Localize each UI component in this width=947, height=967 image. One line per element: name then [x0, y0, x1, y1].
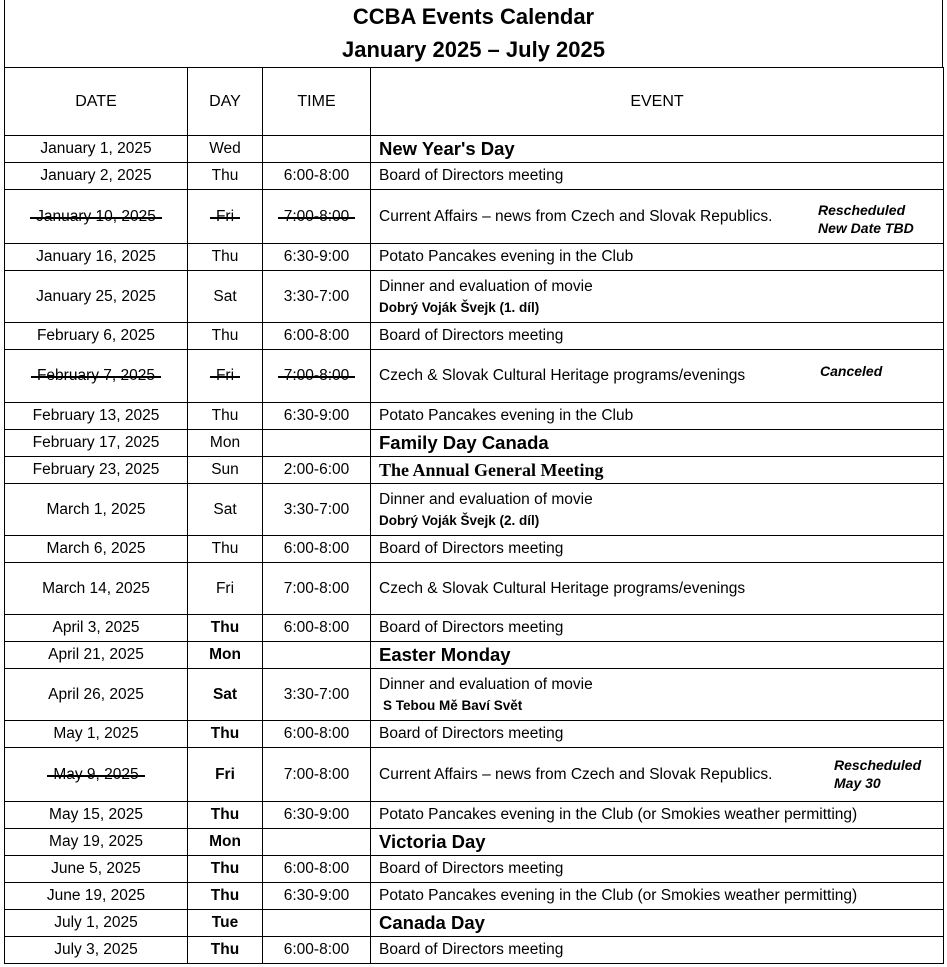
time-cell: [263, 910, 371, 937]
date-cell: January 2, 2025: [5, 163, 188, 190]
time-cell: 6:00-8:00: [263, 856, 371, 883]
canceled-note: Canceled: [820, 363, 883, 379]
table-row: [5, 190, 944, 244]
table-row: [5, 163, 944, 190]
event-cell: Potato Pancakes evening in the Club: [371, 403, 944, 430]
table-row: [5, 829, 944, 856]
date-cell: [5, 190, 188, 244]
date-cell: February 13, 2025: [5, 403, 188, 430]
struck-time: 7:00-8:00: [283, 207, 350, 225]
day-cell: Thu: [188, 615, 263, 642]
date-cell: March 1, 2025: [5, 484, 188, 536]
table-row: [5, 457, 944, 484]
event-cell: Board of Directors meeting: [371, 937, 944, 964]
table-row: [5, 430, 944, 457]
event-cell: Victoria Day: [371, 829, 944, 856]
event-text: Dinner and evaluation of movie: [379, 278, 593, 295]
table-row: [5, 615, 944, 642]
day-cell: Sat: [188, 484, 263, 536]
day-cell: Mon: [188, 642, 263, 669]
table-row: [5, 856, 944, 883]
event-text: Czech & Slovak Cultural Heritage programs/evenings: [379, 367, 746, 384]
table-row: [5, 563, 944, 615]
event-text: Current Affairs – news from Czech and Slovak Republics.: [379, 207, 773, 225]
time-cell: 6:00-8:00: [263, 721, 371, 748]
title-line-1: CCBA Events Calendar: [352, 4, 595, 29]
time-cell: 3:30-7:00: [263, 669, 371, 721]
header-row: [5, 68, 944, 136]
date-cell: July 1, 2025: [5, 910, 188, 937]
time-cell: [263, 136, 371, 163]
event-cell: Potato Pancakes evening in the Club: [371, 244, 944, 271]
time-cell: 6:00-8:00: [263, 615, 371, 642]
time-cell: 6:00-8:00: [263, 536, 371, 563]
table-row: [5, 669, 944, 721]
table-row: [5, 403, 944, 430]
day-cell: Thu: [188, 323, 263, 350]
struck-date: February 7, 2025: [36, 367, 156, 384]
event-text: Dinner and evaluation of movie: [379, 676, 593, 693]
event-cell: Board of Directors meeting: [371, 536, 944, 563]
table-row: [5, 883, 944, 910]
movie-title: Dobrý Voják Švejk (1. díl): [379, 300, 540, 315]
header-time: TIME: [263, 68, 371, 136]
time-cell: [263, 350, 371, 403]
date-cell: March 6, 2025: [5, 536, 188, 563]
day-cell: Thu: [188, 937, 263, 964]
event-cell: Potato Pancakes evening in the Club (or Smokies weather permitting): [371, 802, 944, 829]
date-cell: May 19, 2025: [5, 829, 188, 856]
day-cell: Tue: [188, 910, 263, 937]
header-event: EVENT: [371, 68, 944, 136]
time-cell: 7:00-8:00: [263, 748, 371, 802]
date-cell: February 23, 2025: [5, 457, 188, 484]
events-table: [4, 67, 944, 964]
struck-day: Fri: [215, 367, 235, 384]
event-cell: Board of Directors meeting: [371, 323, 944, 350]
event-cell: Czech & Slovak Cultural Heritage programs/evenings: [371, 563, 944, 615]
time-cell: [263, 430, 371, 457]
time-cell: 6:00-8:00: [263, 323, 371, 350]
date-cell: March 14, 2025: [5, 563, 188, 615]
day-cell: Thu: [188, 856, 263, 883]
event-cell: Board of Directors meeting: [371, 163, 944, 190]
day-cell: Thu: [188, 802, 263, 829]
date-cell: January 1, 2025: [5, 136, 188, 163]
time-cell: 6:30-9:00: [263, 403, 371, 430]
event-cell: [371, 669, 944, 721]
table-row: [5, 642, 944, 669]
table-row: [5, 937, 944, 964]
event-cell: The Annual General Meeting: [371, 457, 944, 484]
event-cell: Board of Directors meeting: [371, 721, 944, 748]
event-cell: [371, 484, 944, 536]
day-cell: Mon: [188, 829, 263, 856]
table-row: [5, 910, 944, 937]
event-cell: Family Day Canada: [371, 430, 944, 457]
event-cell: New Year's Day: [371, 136, 944, 163]
event-cell: [371, 271, 944, 323]
table-row: [5, 536, 944, 563]
title-line-2: January 2025 – July 2025: [342, 37, 605, 62]
day-cell: [188, 190, 263, 244]
event-text: Current Affairs – news from Czech and Slovak Republics.: [379, 765, 773, 783]
day-cell: Sat: [188, 271, 263, 323]
struck-date: January 10, 2025: [36, 207, 156, 225]
date-cell: April 26, 2025: [5, 669, 188, 721]
event-cell: Canada Day: [371, 910, 944, 937]
event-text: Dinner and evaluation of movie: [379, 491, 593, 508]
struck-date: May 9, 2025: [53, 765, 139, 783]
date-cell: June 5, 2025: [5, 856, 188, 883]
day-cell: Sat: [188, 669, 263, 721]
struck-time: 7:00-8:00: [283, 367, 350, 384]
table-row: [5, 136, 944, 163]
date-cell: January 16, 2025: [5, 244, 188, 271]
day-cell: Mon: [188, 430, 263, 457]
date-cell: April 3, 2025: [5, 615, 188, 642]
time-cell: 3:30-7:00: [263, 271, 371, 323]
time-cell: 2:00-6:00: [263, 457, 371, 484]
table-row: [5, 748, 944, 802]
reschedule-note: Rescheduled May 30: [834, 757, 922, 791]
time-cell: 6:30-9:00: [263, 802, 371, 829]
table-row: [5, 350, 944, 403]
day-cell: [188, 350, 263, 403]
reschedule-note: Rescheduled New Date TBD: [818, 202, 914, 236]
date-cell: February 17, 2025: [5, 430, 188, 457]
event-cell: [371, 190, 944, 244]
time-cell: [263, 829, 371, 856]
time-cell: [263, 642, 371, 669]
table-row: [5, 323, 944, 350]
table-row: [5, 721, 944, 748]
day-cell: Thu: [188, 244, 263, 271]
day-cell: Thu: [188, 403, 263, 430]
table-row: [5, 484, 944, 536]
title-block: [4, 0, 943, 67]
time-cell: 3:30-7:00: [263, 484, 371, 536]
event-cell: Board of Directors meeting: [371, 615, 944, 642]
time-cell: 6:30-9:00: [263, 244, 371, 271]
day-cell: Thu: [188, 163, 263, 190]
header-date: DATE: [5, 68, 188, 136]
date-cell: May 15, 2025: [5, 802, 188, 829]
table-row: [5, 802, 944, 829]
day-cell: Thu: [188, 883, 263, 910]
struck-day: Fri: [215, 207, 235, 225]
event-cell: [371, 350, 944, 403]
date-cell: [5, 748, 188, 802]
day-cell: Wed: [188, 136, 263, 163]
day-cell: Sun: [188, 457, 263, 484]
time-cell: [263, 190, 371, 244]
day-cell: Fri: [188, 748, 263, 802]
event-cell: Easter Monday: [371, 642, 944, 669]
time-cell: 7:00-8:00: [263, 563, 371, 615]
day-cell: Thu: [188, 536, 263, 563]
table-row: [5, 271, 944, 323]
time-cell: 6:00-8:00: [263, 163, 371, 190]
table-row: [5, 244, 944, 271]
day-cell: Fri: [188, 563, 263, 615]
header-day: DAY: [188, 68, 263, 136]
event-cell: Potato Pancakes evening in the Club (or Smokies weather permitting): [371, 883, 944, 910]
time-cell: 6:30-9:00: [263, 883, 371, 910]
date-cell: May 1, 2025: [5, 721, 188, 748]
date-cell: [5, 350, 188, 403]
time-cell: 6:00-8:00: [263, 937, 371, 964]
movie-title: Dobrý Voják Švejk (2. díl): [379, 513, 540, 528]
event-cell: Board of Directors meeting: [371, 856, 944, 883]
date-cell: February 6, 2025: [5, 323, 188, 350]
event-cell: [371, 748, 944, 802]
date-cell: April 21, 2025: [5, 642, 188, 669]
date-cell: July 3, 2025: [5, 937, 188, 964]
day-cell: Thu: [188, 721, 263, 748]
movie-title: S Tebou Mě Baví Svět: [383, 698, 523, 713]
calendar-sheet: [4, 0, 943, 964]
date-cell: June 19, 2025: [5, 883, 188, 910]
date-cell: January 25, 2025: [5, 271, 188, 323]
